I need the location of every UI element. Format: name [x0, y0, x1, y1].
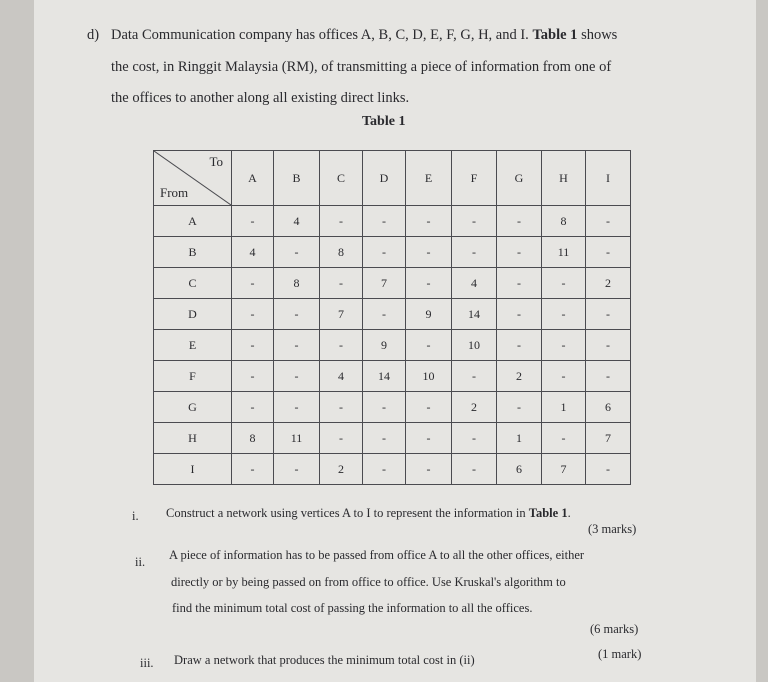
cost-cell-b-g: - — [497, 237, 542, 268]
part-i-text — [166, 506, 571, 521]
cost-table — [153, 150, 631, 485]
column-header-c: C — [320, 151, 363, 206]
cost-cell-f-f: - — [452, 361, 497, 392]
cost-cell-a-a: - — [232, 206, 274, 237]
cost-cell-f-c: 4 — [320, 361, 363, 392]
part-ii-line-1: A piece of information has to be passed from office A to all the other offices, either — [169, 548, 585, 562]
cost-cell-a-e: - — [406, 206, 452, 237]
cost-cell-i-c: 2 — [320, 454, 363, 485]
cost-cell-f-g: 2 — [497, 361, 542, 392]
cost-cell-g-f: 2 — [452, 392, 497, 423]
cost-cell-b-f: - — [452, 237, 497, 268]
cost-cell-i-e: - — [406, 454, 452, 485]
cost-cell-h-c: - — [320, 423, 363, 454]
part-ii-number: ii. — [135, 555, 146, 569]
table-row-b — [154, 237, 631, 268]
part-iii-number: iii. — [140, 656, 154, 670]
cost-cell-g-i: 6 — [586, 392, 631, 423]
cost-cell-e-c: - — [320, 330, 363, 361]
cost-cell-d-e: 9 — [406, 299, 452, 330]
cost-cell-a-d: - — [363, 206, 406, 237]
part-i-text-main: Construct a network using vertices A to I to represent the information in — [166, 506, 529, 520]
part-i-number: i. — [132, 509, 139, 523]
cost-cell-c-a: - — [232, 268, 274, 299]
cost-cell-e-d: 9 — [363, 330, 406, 361]
cost-cell-h-i: 7 — [586, 423, 631, 454]
row-header-a: A — [154, 206, 232, 237]
cost-cell-a-f: - — [452, 206, 497, 237]
cost-cell-a-b: 4 — [274, 206, 320, 237]
cost-cell-c-h: - — [542, 268, 586, 299]
intro-line-3: the offices to another along all existing direct links. — [111, 90, 410, 106]
table-row-f — [154, 361, 631, 392]
table-corner — [154, 151, 232, 206]
table-row-e — [154, 330, 631, 361]
cost-cell-f-i: - — [586, 361, 631, 392]
column-header-a: A — [232, 151, 274, 206]
cost-cell-i-i: - — [586, 454, 631, 485]
cost-cell-d-h: - — [542, 299, 586, 330]
table-row-c — [154, 268, 631, 299]
row-header-b: B — [154, 237, 232, 268]
cost-cell-i-g: 6 — [497, 454, 542, 485]
cost-cell-a-g: - — [497, 206, 542, 237]
column-header-g: G — [497, 151, 542, 206]
cost-cell-b-c: 8 — [320, 237, 363, 268]
table-caption: Table 1 — [362, 114, 406, 129]
row-header-i: I — [154, 454, 232, 485]
cost-cell-g-e: - — [406, 392, 452, 423]
cost-cell-i-a: - — [232, 454, 274, 485]
cost-cell-b-b: - — [274, 237, 320, 268]
corner-to-label: To — [209, 154, 223, 169]
cost-cell-e-i: - — [586, 330, 631, 361]
part-i-table-ref: Table 1 — [528, 506, 568, 520]
intro-table-ref: Table 1 — [532, 27, 578, 43]
cost-cell-h-g: 1 — [497, 423, 542, 454]
part-i-marks: (3 marks) — [588, 522, 637, 536]
cost-cell-c-e: - — [406, 268, 452, 299]
cost-cell-f-h: - — [542, 361, 586, 392]
cost-cell-b-e: - — [406, 237, 452, 268]
cost-cell-c-i: 2 — [586, 268, 631, 299]
cost-cell-h-a: 8 — [232, 423, 274, 454]
column-header-b: B — [274, 151, 320, 206]
cost-cell-c-c: - — [320, 268, 363, 299]
row-header-g: G — [154, 392, 232, 423]
cost-cell-h-e: - — [406, 423, 452, 454]
column-header-e: E — [406, 151, 452, 206]
cost-cell-i-h: 7 — [542, 454, 586, 485]
table-row-h — [154, 423, 631, 454]
table-row-d — [154, 299, 631, 330]
column-header-d: D — [363, 151, 406, 206]
cost-cell-b-h: 11 — [542, 237, 586, 268]
table-row-i — [154, 454, 631, 485]
cost-cell-e-b: - — [274, 330, 320, 361]
cost-cell-f-e: 10 — [406, 361, 452, 392]
cost-cell-b-i: - — [586, 237, 631, 268]
table-row-g — [154, 392, 631, 423]
cost-cell-d-f: 14 — [452, 299, 497, 330]
question-label: d) — [87, 27, 100, 43]
cost-cell-i-b: - — [274, 454, 320, 485]
cost-cell-d-d: - — [363, 299, 406, 330]
cost-cell-e-a: - — [232, 330, 274, 361]
cost-cell-h-f: - — [452, 423, 497, 454]
column-header-i: I — [586, 151, 631, 206]
cost-cell-a-c: - — [320, 206, 363, 237]
cost-cell-h-b: 11 — [274, 423, 320, 454]
table-header-row — [154, 151, 631, 206]
part-ii-line-2: directly or by being passed on from office to office. Use Kruskal's algorithm to — [171, 575, 566, 589]
cost-cell-h-d: - — [363, 423, 406, 454]
cost-cell-c-f: 4 — [452, 268, 497, 299]
corner-from-label: From — [160, 185, 189, 200]
cost-cell-g-c: - — [320, 392, 363, 423]
cost-cell-g-b: - — [274, 392, 320, 423]
cost-cell-c-d: 7 — [363, 268, 406, 299]
cost-cell-d-a: - — [232, 299, 274, 330]
cost-cell-g-h: 1 — [542, 392, 586, 423]
cost-cell-f-b: - — [274, 361, 320, 392]
cost-cell-i-f: - — [452, 454, 497, 485]
cost-cell-d-i: - — [586, 299, 631, 330]
intro-line-2: the cost, in Ringgit Malaysia (RM), of transmitting a piece of information from one of — [111, 59, 612, 75]
cost-cell-f-d: 14 — [363, 361, 406, 392]
cost-cell-b-a: 4 — [232, 237, 274, 268]
row-header-e: E — [154, 330, 232, 361]
row-header-c: C — [154, 268, 232, 299]
cost-cell-e-g: - — [497, 330, 542, 361]
cost-cell-d-b: - — [274, 299, 320, 330]
cost-cell-d-g: - — [497, 299, 542, 330]
part-iii-marks: (1 mark) — [598, 647, 642, 661]
cost-cell-g-g: - — [497, 392, 542, 423]
intro-line-1-end: shows — [577, 27, 618, 43]
cost-cell-c-g: - — [497, 268, 542, 299]
intro-line-1-text: Data Communication company has offices A, B, C, D, E, F, G, H, and I. — [111, 27, 533, 43]
cost-cell-b-d: - — [363, 237, 406, 268]
column-header-h: H — [542, 151, 586, 206]
intro-line-1 — [111, 20, 617, 50]
part-ii-marks: (6 marks) — [590, 622, 639, 636]
cost-cell-g-a: - — [232, 392, 274, 423]
cost-cell-h-h: - — [542, 423, 586, 454]
column-header-f: F — [452, 151, 497, 206]
part-ii-line-3: find the minimum total cost of passing the information to all the offices. — [172, 601, 533, 615]
cost-cell-e-h: - — [542, 330, 586, 361]
row-header-d: D — [154, 299, 232, 330]
part-iii-text: Draw a network that produces the minimum total cost in (ii) — [174, 653, 475, 667]
cost-cell-i-d: - — [363, 454, 406, 485]
row-header-h: H — [154, 423, 232, 454]
cost-cell-g-d: - — [363, 392, 406, 423]
cost-cell-a-i: - — [586, 206, 631, 237]
part-i-text-end: . — [567, 506, 571, 520]
cost-cell-c-b: 8 — [274, 268, 320, 299]
cost-cell-d-c: 7 — [320, 299, 363, 330]
cost-cell-e-f: 10 — [452, 330, 497, 361]
cost-cell-f-a: - — [232, 361, 274, 392]
cost-cell-e-e: - — [406, 330, 452, 361]
table-row-a — [154, 206, 631, 237]
cost-cell-a-h: 8 — [542, 206, 586, 237]
row-header-f: F — [154, 361, 232, 392]
